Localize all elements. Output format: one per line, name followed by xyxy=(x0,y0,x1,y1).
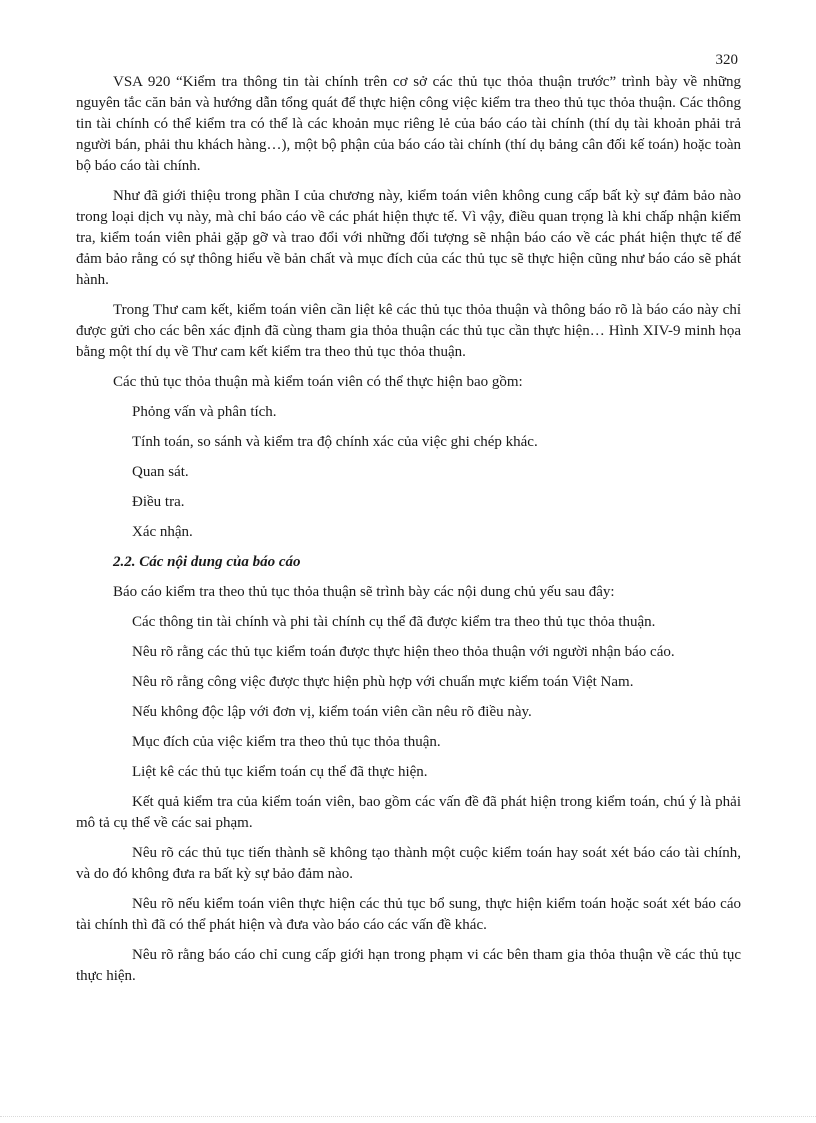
procedures-list xyxy=(76,402,741,543)
paragraph-procedures-intro: Các thủ tục thỏa thuận mà kiểm toán viên có thể thực hiện bao gồm: xyxy=(113,374,523,390)
paragraph-report-intro: Báo cáo kiểm tra theo thủ tục thỏa thuận sẽ trình bày các nội dung chủ yếu sau đây: xyxy=(113,584,615,600)
report-item: Nêu rõ rằng các thủ tục kiểm toán được thực hiện theo thỏa thuận với người nhận báo cáo. xyxy=(132,644,675,660)
report-item: Nêu rõ rằng báo cáo chỉ cung cấp giới hạn trong phạm vi các bên tham gia thỏa thuận về các thủ tục thực hiện. xyxy=(76,947,741,984)
list-item: Phỏng vấn và phân tích. xyxy=(132,404,277,420)
paragraph-vsa-920: VSA 920 “Kiểm tra thông tin tài chính trên cơ sở các thủ tục thỏa thuận trước” trình bày về những nguyên tắc căn bản và hướng dẫn tổng quát để thực hiện công việc kiểm tra theo thủ tục thỏa thuận. Các thông tin tài chính có thể kiểm tra có thể là các khoản mục riêng lẻ của báo cáo tài chính (thí dụ tài khoản phải trả người bán, phải thu khách hàng…), một bộ phận của báo cáo tài chính (thí dụ bảng cân đối kế toán) hoặc toàn bộ báo cáo tài chính. xyxy=(76,74,741,174)
document-body xyxy=(76,72,741,996)
page-number: 320 xyxy=(715,52,738,68)
report-item: Kết quả kiểm tra của kiểm toán viên, bao gồm các vấn đề đã phát hiện trong kiểm toán, chú ý là phải mô tả cụ thể về các sai phạm. xyxy=(76,794,741,831)
list-item: Điều tra. xyxy=(132,494,185,510)
report-item: Liệt kê các thủ tục kiểm toán cụ thể đã thực hiện. xyxy=(132,764,428,780)
paragraph-engagement-letter: Trong Thư cam kết, kiểm toán viên cần liệt kê các thủ tục thỏa thuận và thông báo rõ là báo cáo này chỉ được gửi cho các bên xác định đã cùng tham gia thỏa thuận các thủ tục cần thực hiện… Hình XIV-9 minh họa bằng một thí dụ về Thư cam kết kiểm tra theo thủ tục thỏa thuận. xyxy=(76,302,741,360)
report-item: Nếu không độc lập với đơn vị, kiểm toán viên cần nêu rõ điều này. xyxy=(132,704,532,720)
report-item: Nêu rõ rằng công việc được thực hiện phù hợp với chuẩn mực kiểm toán Việt Nam. xyxy=(132,674,634,690)
report-item: Mục đích của việc kiểm tra theo thủ tục thỏa thuận. xyxy=(132,734,441,750)
list-item: Tính toán, so sánh và kiểm tra độ chính xác của việc ghi chép khác. xyxy=(132,434,538,450)
report-item: Các thông tin tài chính và phi tài chính cụ thể đã được kiểm tra theo thủ tục thỏa thuận. xyxy=(132,614,656,630)
section-heading: 2.2. Các nội dung của báo cáo xyxy=(113,554,301,570)
list-item: Quan sát. xyxy=(132,464,189,480)
page-bottom-divider xyxy=(0,1116,816,1117)
report-item: Nêu rõ nếu kiểm toán viên thực hiện các thủ tục bổ sung, thực hiện kiểm toán hoặc soát xét báo cáo tài chính thì đã có thể phát hiện và đưa vào báo cáo các vấn đề khác. xyxy=(76,896,741,933)
paragraph-assurance: Như đã giới thiệu trong phần I của chương này, kiểm toán viên không cung cấp bất kỳ sự đảm bảo nào trong loại dịch vụ này, mà chỉ báo cáo về các phát hiện thực tế. Vì vậy, điều quan trọng là khi chấp nhận kiểm tra, kiểm toán viên phải gặp gỡ và trao đổi với những đối tượng sẽ nhận báo cáo về các phát hiện thực tế để đảm bảo rằng có sự thông hiểu về bản chất và mục đích của các thủ tục sẽ thực hiện cũng như báo cáo sẽ phát hành. xyxy=(76,188,741,288)
list-item: Xác nhận. xyxy=(132,524,193,540)
report-item: Nêu rõ các thủ tục tiến thành sẽ không tạo thành một cuộc kiểm toán hay soát xét báo cáo tài chính, và do đó không đưa ra bất kỳ sự bảo đảm nào. xyxy=(76,845,741,882)
